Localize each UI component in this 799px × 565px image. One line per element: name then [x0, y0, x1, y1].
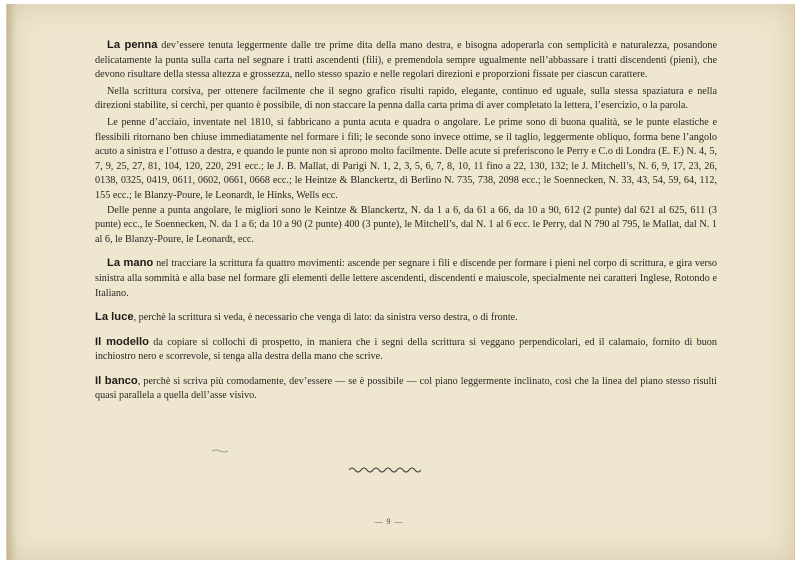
paragraph-mano	[95, 256, 717, 301]
paragraph-penne-acciaio: Le penne d’acciaio, inventate nel 1810, si fabbricano a punta acuta e quadra o angolare. Le prime sono di buona qualità, se le punte elastiche e flessibili ritornano ben chiuse immediatamente nel formare i fili; le seconde sono invece ottime, se il taglio, leggermente obliquo, forma bene l’angolo acuto a sinistra e l’ottuso a destra, e quando le punte non si aprono molto facilmente. Delle acute si preferiscono le Perry e C.o di Londra (E. F.) N. 4, 5, 7, 9, 25, 27, 81, 104, 120, 220, 291 ecc.; le J. B. Mallat, di Parigi N. 1, 2, 3, 5, 6, 7, 8, 10, 11 fino a 22, 130, 132; le J. Mitchell’s, N. 6, 9, 17, 23, 26, 0138, 0325, 0419, 0611, 0602, 0661, 0668 ecc.; le Heintze & Blanckertz, di Berlino N. 735, 738, 2098 ecc.; le Soennecken, N. 33, 43, 54, 59, 64, 112, 155 ecc.; le Blanzy-Poure, le Leonardt, le Hinks, Wells ecc.	[95, 116, 717, 201]
heading-la-luce: La luce	[95, 311, 134, 324]
paragraph-banco-text: , perchè si scriva più comodamente, dev’essere — se è possibile — col piano leggermente inclinato, così che la linea del piano stesso risulti quasi parallela a quella dell’asse visivo.	[95, 375, 717, 402]
paragraph-banco	[95, 374, 717, 404]
heading-la-penna: La penna	[107, 39, 158, 51]
heading-il-modello: Il modello	[95, 335, 149, 348]
heading-il-banco: Il banco	[95, 374, 138, 387]
page-gutter-shadow	[7, 4, 17, 560]
paragraph-luce-text: , perchè la scrittura si veda, è necessario che venga di lato: da sinistra verso destra, o di fronte.	[133, 312, 518, 324]
paragraph-luce	[95, 310, 717, 326]
paragraph-penna	[95, 38, 717, 83]
wavy-divider-ornament	[349, 466, 421, 474]
paragraph-punta-angolare: Delle penne a punta angolare, le migliori sono le Keintze & Blanckertz, N. da 1 a 6, da 61 a 66, da 10 a 90, 612 (2 punte) dal 621 al 625, 611 (3 punte) ecc., le Soennecken, N. da 1 a 6; da 10 a 90 (2 punte) 400 (3 punte), le Mitchell’s, dal N. 1 al 6 ecc. le Perry, dal N 790 al 795, le Mallat, dal N. 1 al 6, le Blanzy-Poure, le Leonardt, ecc.	[95, 204, 717, 245]
page-number: — 9 —	[374, 517, 404, 526]
paragraph-penna-text: dev’essere tenuta leggermente dalle tre prime dita della mano destra, e bisogna adoperarla con semplicità e naturalezza, posandone delicatamente la punta sulla carta nel segnare i tratti ascendenti (fili), e premendola sempre ugualmente nell’abbassare i tratti discendenti (pieni), che devono risultare della stessa altezza e grossezza, nello stesso spazio e nelle regolari direzioni e proporzioni fissate per ciascun carattere.	[95, 40, 717, 81]
paragraph-corsiva: Nella scrittura corsiva, per ottenere facilmente che il segno grafico risulti rapido, elegante, continuo ed uguale, sulla stessa spaziatura e nella direzioni stabilite, si cerchi, per quanto è possibile, di non staccare la penna dalla carta prima di aver completato la lettera, l’esercizio, o la parola.	[95, 85, 717, 112]
small-dash-mark	[211, 448, 229, 454]
book-page	[6, 4, 795, 560]
page-body	[95, 38, 717, 404]
heading-la-mano: La mano	[107, 257, 154, 270]
paragraph-modello-text: da copiare si collochi di prospetto, in maniera che i segni della scrittura si veggano perpendicolari, ed il calamaio, fornito di buon inchiostro nero e scorrevole, si tenga alla destra della mano che scrive.	[95, 336, 717, 363]
paragraph-modello	[95, 335, 717, 365]
paragraph-mano-text: nel tracciare la scrittura fa quattro movimenti: ascende per segnare i fili e discende per formare i pieni nel corpo di scrittura, e gira verso sinistra alla sommità e alla base nel formare gli elementi delle lettere ascendenti, discendenti e maiuscole, specialmente nei caratteri Inglese, Rotondo e Italiano.	[95, 258, 717, 299]
